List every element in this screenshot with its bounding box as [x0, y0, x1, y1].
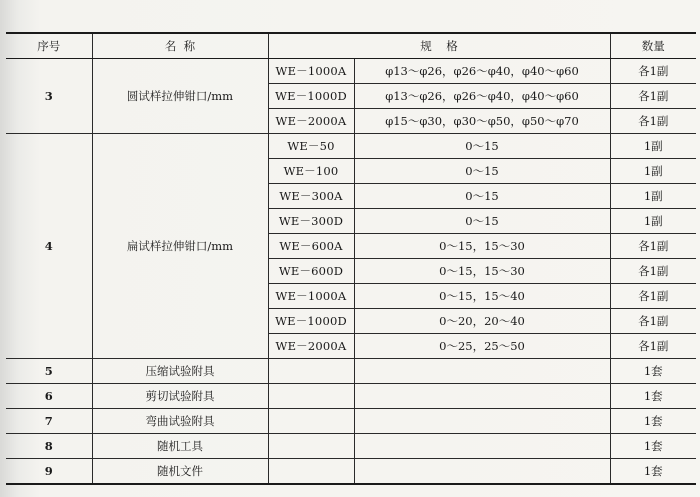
spec-cell: 0～15，15～30	[354, 259, 610, 284]
table-row	[6, 359, 696, 384]
spec-cell: 0～25，25～50	[354, 334, 610, 359]
model-cell	[268, 384, 354, 409]
model-cell: WE－1000A	[268, 59, 354, 84]
row-number: 4	[6, 134, 92, 359]
spec-cell: 0～15，15～40	[354, 284, 610, 309]
qty-cell: 各1副	[610, 334, 696, 359]
spec-cell	[354, 459, 610, 485]
row-number: 6	[6, 384, 92, 409]
table-row	[6, 434, 696, 459]
spec-cell	[354, 384, 610, 409]
item-name: 随机文件	[92, 459, 268, 485]
table-row	[6, 384, 696, 409]
accessories-table	[6, 32, 696, 485]
item-name: 圆试样拉伸钳口/mm	[92, 59, 268, 134]
model-cell: WE－300A	[268, 184, 354, 209]
qty-cell: 各1副	[610, 259, 696, 284]
spec-cell: 0～15	[354, 184, 610, 209]
row-number: 7	[6, 409, 92, 434]
model-cell: WE－100	[268, 159, 354, 184]
qty-cell: 各1副	[610, 234, 696, 259]
spec-cell	[354, 409, 610, 434]
qty-cell: 1套	[610, 459, 696, 485]
qty-cell: 各1副	[610, 84, 696, 109]
spec-cell	[354, 359, 610, 384]
table-row	[6, 459, 696, 485]
item-name: 压缩试验附具	[92, 359, 268, 384]
qty-cell: 1套	[610, 434, 696, 459]
model-cell	[268, 409, 354, 434]
qty-cell: 各1副	[610, 284, 696, 309]
table-row	[6, 409, 696, 434]
table-header-row	[6, 33, 696, 59]
qty-cell: 1套	[610, 384, 696, 409]
qty-cell: 1副	[610, 209, 696, 234]
spec-cell: 0～15	[354, 134, 610, 159]
model-cell: WE－1000D	[268, 309, 354, 334]
qty-cell: 各1副	[610, 309, 696, 334]
table-row	[6, 134, 696, 159]
model-cell: WE－1000A	[268, 284, 354, 309]
spec-cell: φ13～φ26，φ26～φ40，φ40～φ60	[354, 84, 610, 109]
item-name: 剪切试验附具	[92, 384, 268, 409]
model-cell	[268, 434, 354, 459]
model-cell: WE－600A	[268, 234, 354, 259]
qty-cell: 各1副	[610, 109, 696, 134]
model-cell	[268, 359, 354, 384]
spec-cell	[354, 434, 610, 459]
row-number: 5	[6, 359, 92, 384]
qty-cell: 1套	[610, 359, 696, 384]
spec-cell: 0～15	[354, 209, 610, 234]
spec-cell: 0～20，20～40	[354, 309, 610, 334]
qty-cell: 1副	[610, 134, 696, 159]
spec-cell: 0～15	[354, 159, 610, 184]
item-name: 扁试样拉伸钳口/mm	[92, 134, 268, 359]
model-cell: WE－2000A	[268, 334, 354, 359]
spec-cell: φ15～φ30，φ30～φ50，φ50～φ70	[354, 109, 610, 134]
header-qty: 数量	[610, 33, 696, 59]
table-row	[6, 59, 696, 84]
item-name: 弯曲试验附具	[92, 409, 268, 434]
model-cell	[268, 459, 354, 485]
spec-cell: 0～15，15～30	[354, 234, 610, 259]
qty-cell: 各1副	[610, 59, 696, 84]
header-spec: 规 格	[268, 33, 610, 59]
qty-cell: 1副	[610, 159, 696, 184]
row-number: 9	[6, 459, 92, 485]
spec-cell: φ13～φ26，φ26～φ40，φ40～φ60	[354, 59, 610, 84]
model-cell: WE－1000D	[268, 84, 354, 109]
header-name: 名 称	[92, 33, 268, 59]
qty-cell: 1副	[610, 184, 696, 209]
header-no: 序号	[6, 33, 92, 59]
row-number: 3	[6, 59, 92, 134]
model-cell: WE－2000A	[268, 109, 354, 134]
model-cell: WE－600D	[268, 259, 354, 284]
item-name: 随机工具	[92, 434, 268, 459]
model-cell: WE－50	[268, 134, 354, 159]
qty-cell: 1套	[610, 409, 696, 434]
model-cell: WE－300D	[268, 209, 354, 234]
row-number: 8	[6, 434, 92, 459]
